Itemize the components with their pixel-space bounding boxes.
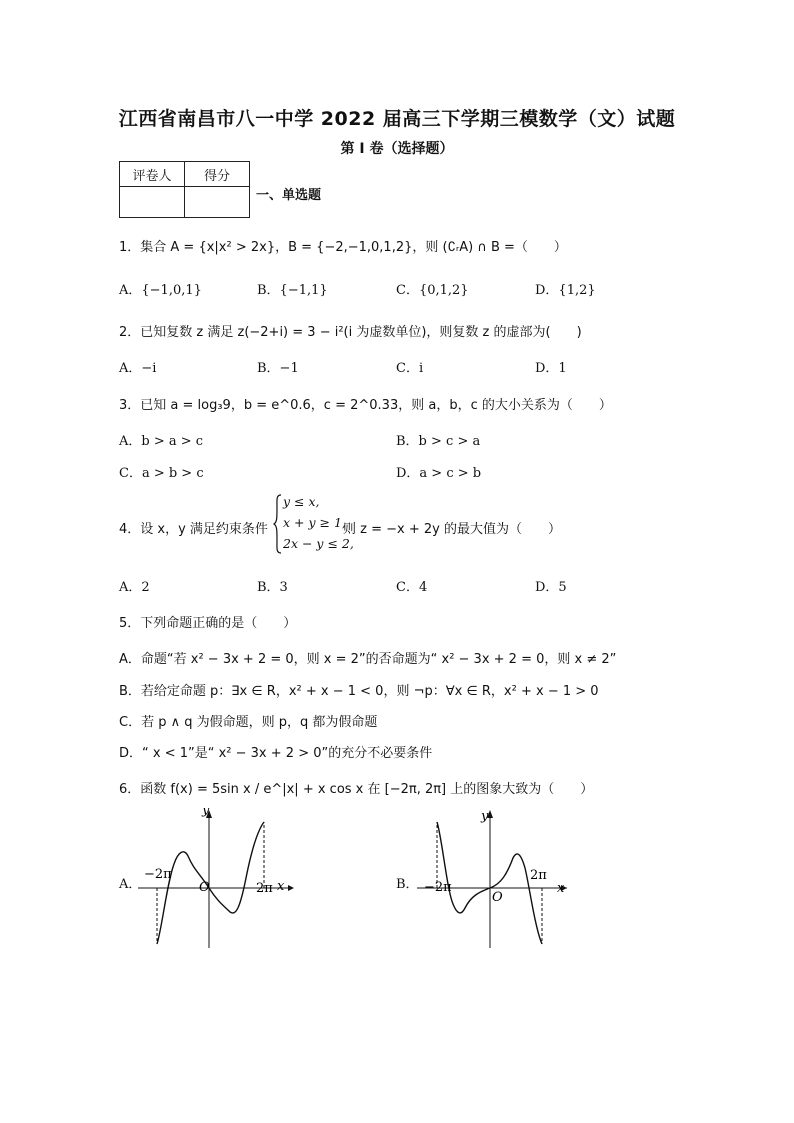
q2-stem: 2．已知复数 z 满足 z(−2+i) = 3 − i²(i 为虚数单位)，则复数 z 的虚部为( ) (119, 325, 582, 340)
q6-graph-b-label: B． (396, 877, 419, 892)
q3-option-a: A．b > a > c (119, 434, 204, 449)
q4-stem-start: 4．设 x，y 满足约束条件 (119, 522, 268, 537)
score-table-grader-cell (120, 187, 185, 218)
score-table-score-header: 得分 (185, 162, 250, 187)
score-table (119, 161, 250, 218)
q3-stem: 3．已知 a = log₃9，b = e^0.6，c = 2^0.33，则 a，b，c 的大小关系为（ ） (119, 398, 612, 413)
q6-graph-a-label: A． (119, 877, 142, 892)
q4-constraint-2: x + y ≥ 1, (283, 515, 346, 530)
q6-graph-a-y-label: y (202, 808, 210, 818)
q6-graph-a-pos-tick: 2π (256, 881, 273, 896)
q4-option-c: C．4 (396, 580, 428, 595)
q5-stem: 5．下列命题正确的是（ ） (119, 616, 297, 631)
q4-option-a: A．2 (119, 580, 150, 595)
q6-graph-b (417, 808, 577, 954)
q1-option-c: C．{0,1,2} (396, 283, 469, 298)
q6-graph-a-x-label: x (277, 879, 285, 894)
score-table-score-cell (185, 187, 250, 218)
q1-option-b: B．{−1,1} (257, 283, 328, 298)
q3-option-c: C．a > b > c (119, 466, 204, 481)
q5-option-a: A．命题“若 x² − 3x + 2 = 0，则 x = 2”的否命题为“ x² − 3x + 2 = 0，则 x ≠ 2” (119, 652, 617, 667)
q5-option-b: B．若给定命题 p：∃x ∈ R，x² + x − 1 < 0，则 ¬p：∀x ∈ R，x² + x − 1 > 0 (119, 684, 599, 699)
q5-option-c: C．若 p ∧ q 为假命题，则 p，q 都为假命题 (119, 715, 378, 730)
q6-graph-a (138, 808, 298, 954)
q6-graph-b-neg-tick: −2π (424, 880, 452, 895)
q2-option-b: B．−1 (257, 361, 299, 376)
q2-option-a: A．−i (119, 361, 157, 376)
q6-graph-b-x-label: x (557, 881, 565, 896)
section-heading: 一、单选题 (256, 188, 322, 203)
q5-option-d: D．“ x < 1”是“ x² − 3x + 2 > 0”的充分不必要条件 (119, 746, 433, 761)
q4-stem-end: 则 z = −x + 2y 的最大值为（ ） (343, 522, 561, 537)
page-title: 江西省南昌市八一中学 2022 届高三下学期三模数学（文）试题 (118, 108, 676, 130)
q6-stem: 6．函数 f(x) = 5sin x / e^|x| + x cos x 在 [−2π, 2π] 上的图象大致为（ ） (119, 782, 594, 797)
q6-graph-b-y-label: y (481, 809, 489, 824)
page-subtitle: 第 I 卷（选择题） (340, 141, 454, 157)
q4-option-d: D．5 (535, 580, 567, 595)
q6-graph-b-pos-tick: 2π (530, 868, 547, 883)
q6-graph-a-origin-label: O (199, 880, 210, 895)
q6-graph-a-neg-tick: −2π (144, 867, 172, 882)
q4-constraint-1: y ≤ x, (283, 494, 320, 509)
score-table-grader-header: 评卷人 (120, 162, 185, 187)
left-brace-icon (273, 494, 283, 554)
q3-option-d: D．a > c > b (396, 466, 482, 481)
q4-constraint-3: 2x − y ≤ 2, (283, 536, 354, 551)
q2-option-c: C．i (396, 361, 424, 376)
q1-stem: 1．集合 A = {x|x² > 2x}，B = {−2,−1,0,1,2}，则 (∁ᵣA) ∩ B =（ ） (119, 240, 567, 255)
q1-option-d: D．{1,2} (535, 283, 596, 298)
q6-graph-b-origin-label: O (492, 890, 503, 905)
q4-option-b: B．3 (257, 580, 288, 595)
q3-option-b: B．b > c > a (396, 434, 481, 449)
q1-option-a: A．{−1,0,1} (119, 283, 202, 298)
q2-option-d: D．1 (535, 361, 567, 376)
